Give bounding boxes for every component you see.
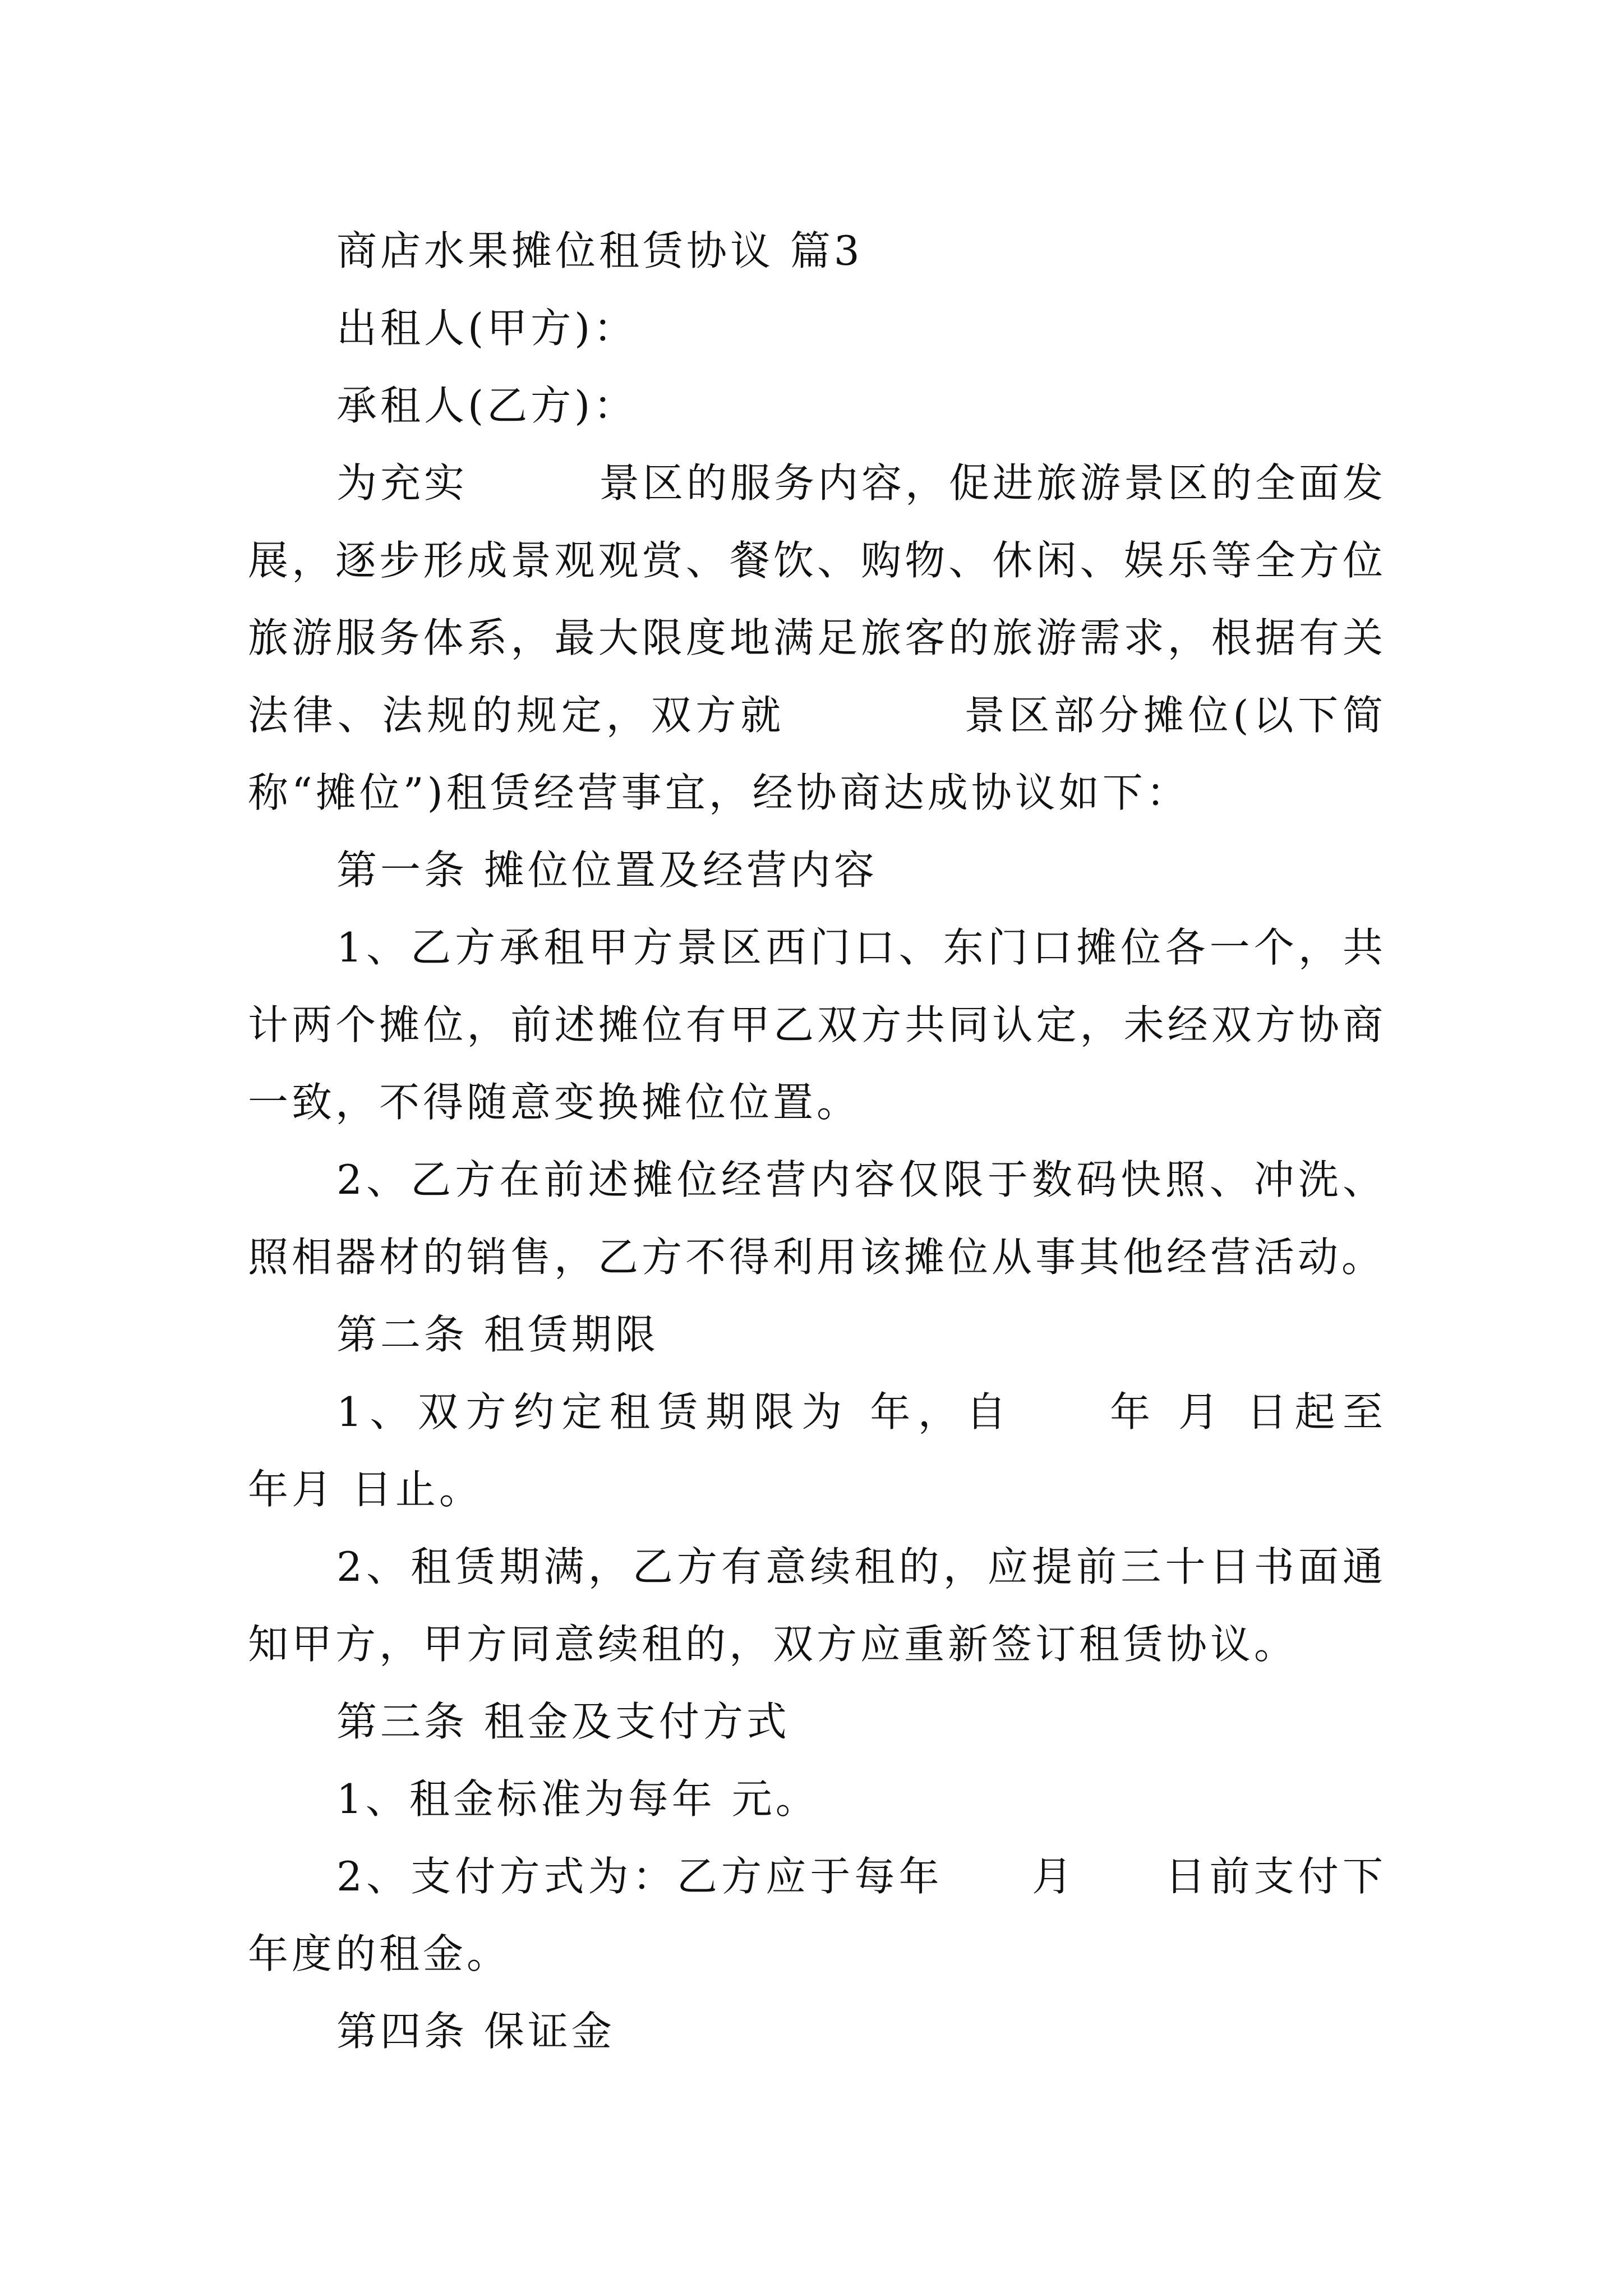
article-4-title: 第四条 保证金 <box>336 2008 615 2055</box>
article-1-clause-1: 1、乙方承租甲方景区西门口、东门口摊位各一个，共计两个摊位，前述摊位有甲乙双方共同认定，未经双方协商一致，不得随意变换摊位位置。 <box>248 924 1386 1126</box>
intro-paragraph: 为充实 景区的服务内容，促进旅游景区的全面发展，逐步形成景观观赏、餐饮、购物、休闲、娱乐等全方位旅游服务体系，最大限度地满足旅客的旅游需求，根据有关法律、法规的规定，双方就 景区部分摊位(以下简称“摊位”)租赁经营事宜，经协商达成协议如下： <box>248 459 1387 816</box>
article-3-clause-2: 2、支付方式为：乙方应于每年 月 日前支付下年度的租金。 <box>248 1853 1386 1977</box>
lessor-line: 出租人(甲方)： <box>336 305 638 352</box>
article-3-title: 第三条 租金及支付方式 <box>336 1698 790 1745</box>
article-1-title: 第一条 摊位位置及经营内容 <box>336 846 878 894</box>
article-2-title: 第二条 租赁期限 <box>336 1311 659 1358</box>
document-title: 商店水果摊位租赁协议 篇3 <box>336 227 863 274</box>
article-3-clause-1: 1、租金标准为每年 元。 <box>336 1775 819 1823</box>
document-body <box>248 212 1474 2070</box>
lessee-line: 承租人(乙方)： <box>336 382 638 429</box>
article-1-clause-2: 2、乙方在前述摊位经营内容仅限于数码快照、冲洗、照相器材的销售，乙方不得利用该摊位从事其他经营活动。 <box>248 1156 1386 1281</box>
article-2-clause-2: 2、租赁期满，乙方有意续租的，应提前三十日书面通知甲方，甲方同意续租的，双方应重新签订租赁协议。 <box>248 1543 1386 1668</box>
article-2-clause-1: 1、双方约定租赁期限为 年，自 年 月 日起至 年月 日止。 <box>248 1388 1474 1513</box>
